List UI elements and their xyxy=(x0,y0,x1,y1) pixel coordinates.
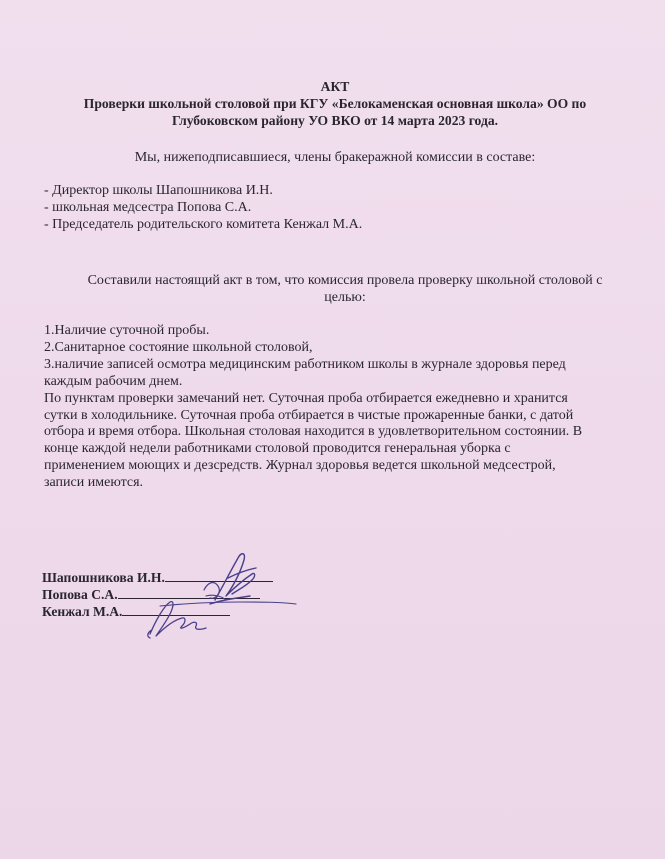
findings-line: отбора и время отбора. Школьная столовая находится в удовлетворительном состоянии. В xyxy=(44,424,583,440)
inspection-item: 3.наличие записей осмотра медицинским работником школы в журнале здоровья перед xyxy=(44,356,566,372)
signature-line xyxy=(118,587,260,599)
document-subtitle-line-1: Проверки школьной столовой при КГУ «Белокаменская основная школа» ОО по xyxy=(83,96,587,111)
act-purpose-line-2: целью: xyxy=(324,290,366,305)
findings-line: конце каждой недели работниками столовой проводится генеральная уборка с xyxy=(44,441,511,457)
findings-line: применением моющих и дезсредств. Журнал здоровья ведется школьной медсестрой, xyxy=(44,458,556,474)
signature-row-kenzhal xyxy=(42,603,273,620)
commission-member: - Директор школы Шапошникова И.Н. xyxy=(44,183,273,198)
findings-line: сутки в холодильнике. Суточная проба отбирается в чистые прожаренные банки, с датой xyxy=(44,407,574,423)
signature-row-shaposhnikova xyxy=(42,569,273,586)
inspection-item: 1.Наличие суточной пробы. xyxy=(44,323,210,338)
signature-row-popova xyxy=(42,586,273,603)
signature-block xyxy=(42,569,273,620)
inspection-item: каждым рабочим днем. xyxy=(44,373,183,389)
inspection-item: 2.Санитарное состояние школьной столовой, xyxy=(44,339,313,355)
signature-line xyxy=(165,570,273,582)
commission-member: - Председатель родительского комитета Кенжал М.А. xyxy=(44,217,363,232)
document-subtitle-line-2: Глубоковском району УО ВКО от 14 марта 2023 года. xyxy=(171,113,499,128)
inspection-body xyxy=(44,323,644,492)
commission-member: - школьная медсестра Попова С.А. xyxy=(44,200,252,215)
signatory-name: Кенжал М.А. xyxy=(42,604,123,619)
commission-members-list xyxy=(44,182,362,233)
findings-line: записи имеются. xyxy=(44,475,144,491)
commission-intro: Мы, нижеподписавшиеся, члены бракеражной комиссии в составе: xyxy=(134,150,536,165)
document-header xyxy=(30,78,640,129)
findings-line: По пунктам проверки замечаний нет. Суточная проба отбирается ежедневно и хранится xyxy=(44,390,568,406)
signature-line xyxy=(122,604,230,616)
act-purpose xyxy=(50,272,640,306)
signatory-name: Шапошникова И.Н. xyxy=(42,570,165,585)
document-title: АКТ xyxy=(320,79,350,94)
signatory-name: Попова С.А. xyxy=(42,587,118,602)
act-purpose-line-1: Составили настоящий акт в том, что комиссия провела проверку школьной столовой с xyxy=(87,273,603,288)
